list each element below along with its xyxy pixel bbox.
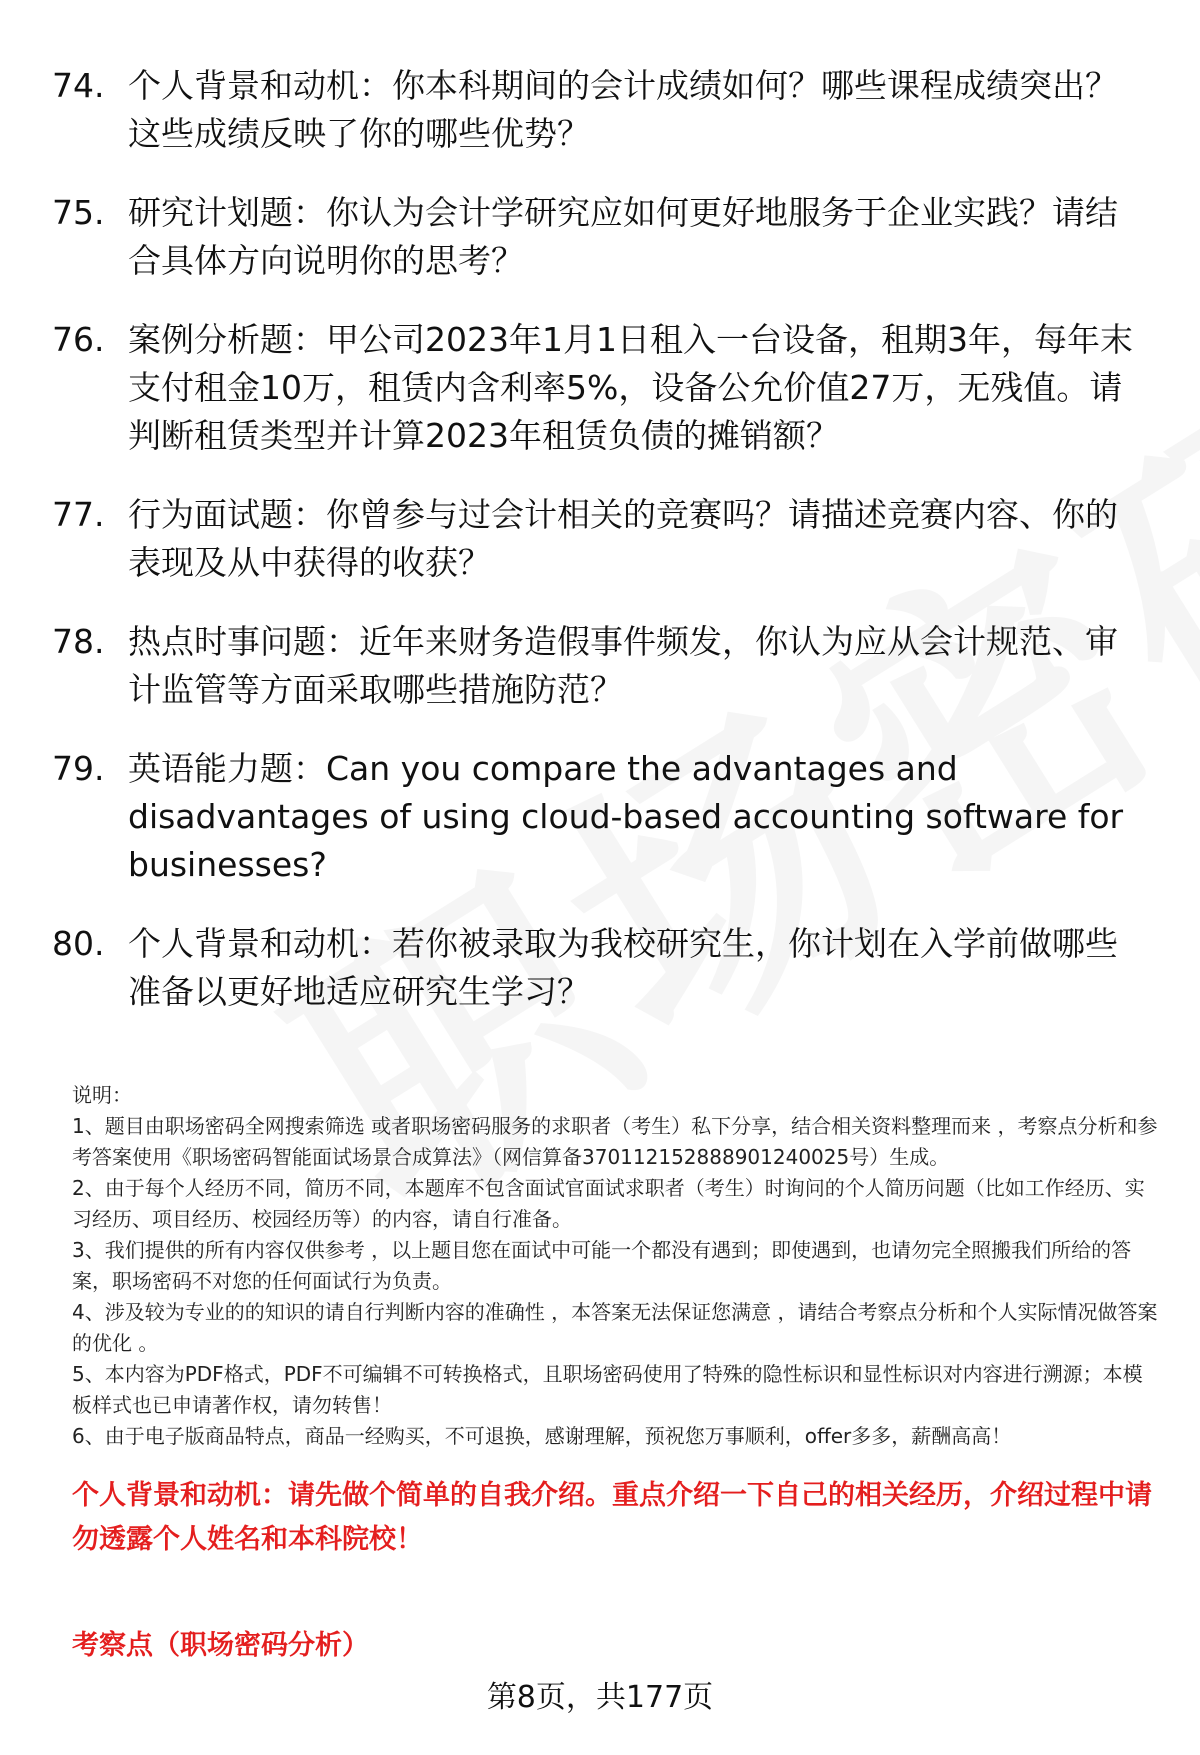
question-list bbox=[52, 62, 1142, 1047]
question-text: 案例分析题：甲公司2023年1月1日租入一台设备，租期3年，每年末支付租金10万，租赁内含利率5%，设备公允价值27万，无残值。请判断租赁类型并计算2023年租赁负债的摊销额？ bbox=[128, 320, 1133, 455]
note-item: 1、题目由职场密码全网搜索筛选 或者职场密码服务的求职者（考生）私下分享，结合相关资料整理而来 ，考察点分析和参考答案使用《职场密码智能面试场景合成算法》（网信算备370112152888901240025号）生成。 bbox=[72, 1114, 1158, 1169]
question-text: 行为面试题：你曾参与过会计相关的竞赛吗？请描述竞赛内容、你的表现及从中获得的收获？ bbox=[128, 495, 1118, 582]
note-item: 4、涉及较为专业的的知识的请自行判断内容的准确性 ，本答案无法保证您满意 ，请结合考察点分析和个人实际情况做答案的优化 。 bbox=[72, 1300, 1158, 1355]
question-item bbox=[52, 189, 1142, 285]
page-footer: 第8页，共177页 bbox=[486, 1680, 714, 1715]
question-text: 英语能力题：Can you compare the advantages and disadvantages of using cloud-based accounting software for businesses? bbox=[128, 749, 1124, 884]
question-item bbox=[52, 920, 1142, 1016]
section-heading: 考察点（职场密码分析） bbox=[72, 1630, 369, 1661]
notes-title: 说明： bbox=[72, 1083, 132, 1107]
question-item bbox=[52, 745, 1142, 889]
question-item bbox=[52, 316, 1142, 460]
question-number: 78. bbox=[52, 622, 105, 661]
question-text: 个人背景和动机：若你被录取为我校研究生，你计划在入学前做哪些准备以更好地适应研究生学习？ bbox=[128, 924, 1118, 1011]
question-text: 热点时事问题：近年来财务造假事件频发，你认为应从会计规范、审计监管等方面采取哪些措施防范？ bbox=[128, 622, 1118, 709]
question-item bbox=[52, 618, 1142, 714]
notes-section bbox=[72, 1080, 1162, 1452]
question-number: 76. bbox=[52, 320, 105, 359]
question-number: 77. bbox=[52, 495, 105, 534]
question-number: 80. bbox=[52, 924, 105, 963]
question-number: 79. bbox=[52, 749, 105, 788]
question-number: 75. bbox=[52, 193, 105, 232]
question-text: 研究计划题：你认为会计学研究应如何更好地服务于企业实践？请结合具体方向说明你的思考？ bbox=[128, 193, 1118, 280]
question-text: 个人背景和动机：你本科期间的会计成绩如何？哪些课程成绩突出？这些成绩反映了你的哪些优势？ bbox=[128, 66, 1118, 153]
question-number: 74. bbox=[52, 66, 105, 105]
note-item: 3、我们提供的所有内容仅供参考 ，以上题目您在面试中可能一个都没有遇到；即使遇到，也请勿完全照搬我们所给的答案，职场密码不对您的任何面试行为负责。 bbox=[72, 1238, 1132, 1293]
note-item: 6、由于电子版商品特点，商品一经购买，不可退换，感谢理解，预祝您万事顺利，offer多多，薪酬高高！ bbox=[72, 1424, 1012, 1448]
note-item: 2、由于每个人经历不同，简历不同，本题库不包含面试官面试求职者（考生）时询问的个人简历问题（比如工作经历、实习经历、项目经历、校园经历等）的内容，请自行准备。 bbox=[72, 1176, 1145, 1231]
note-item: 5、本内容为PDF格式，PDF不可编辑不可转换格式，且职场密码使用了特殊的隐性标识和显性标识对内容进行溯源；本模板样式也已申请著作权，请勿转售！ bbox=[72, 1362, 1143, 1417]
highlight-question: 个人背景和动机：请先做个简单的自我介绍。重点介绍一下自己的相关经历，介绍过程中请勿透露个人姓名和本科院校！ bbox=[72, 1480, 1152, 1555]
question-item bbox=[52, 62, 1142, 158]
question-item bbox=[52, 491, 1142, 587]
